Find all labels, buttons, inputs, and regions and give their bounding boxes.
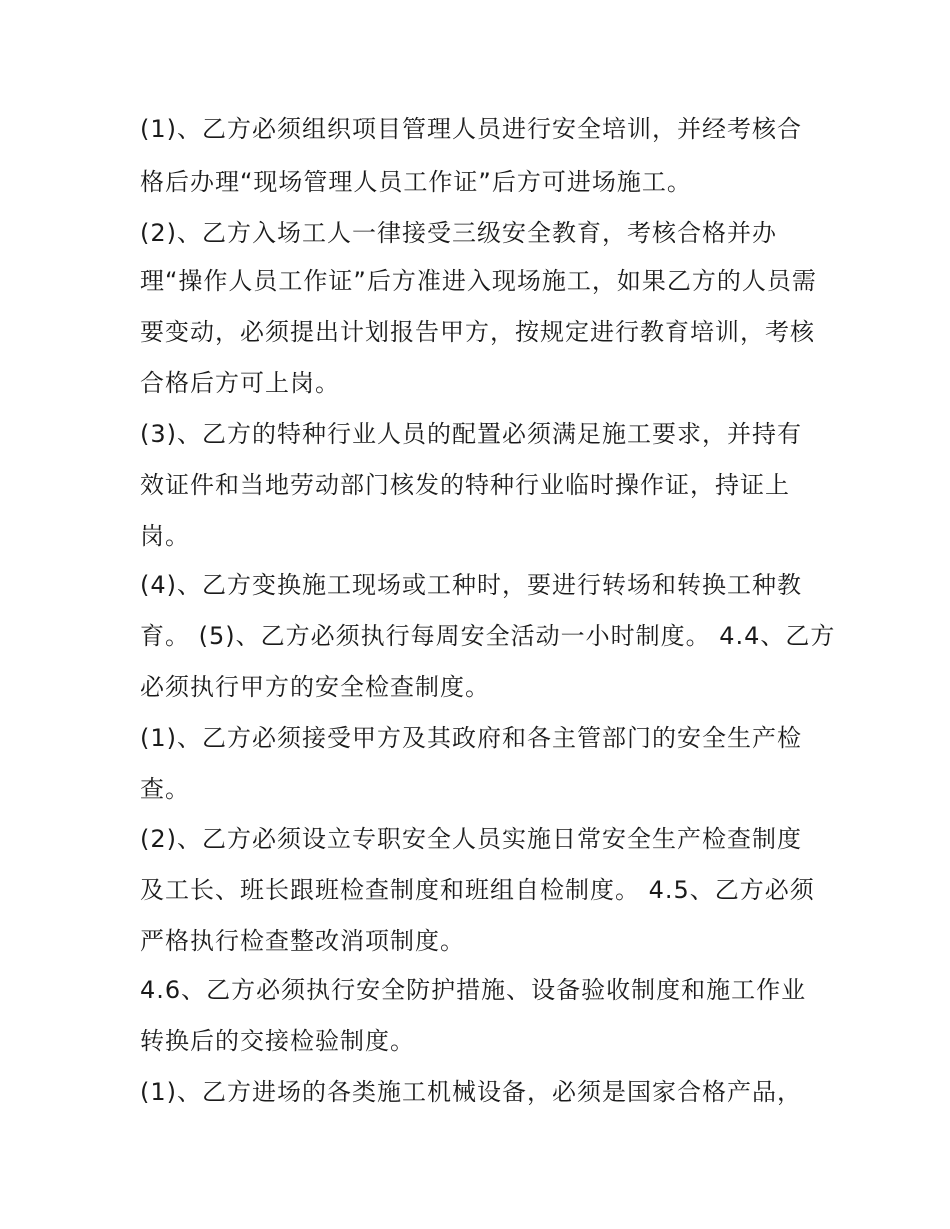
text-line: (1)、乙方必须接受甲方及其政府和各主管部门的安全生产检 xyxy=(140,724,802,752)
text-line: (2)、乙方入场工人一律接受三级安全教育，考核合格并办 xyxy=(140,219,777,247)
text-line: 育。 (5)、乙方必须执行每周安全活动一小时制度。 4.4、乙方 xyxy=(140,622,836,650)
text-line: 岗。 xyxy=(140,522,190,550)
text-line: 查。 xyxy=(140,775,190,803)
text-line: 及工长、班长跟班检查制度和班组自检制度。 4.5、乙方必须 xyxy=(140,876,815,904)
text-line: 格后办理“现场管理人员工作证”后方可进场施工。 xyxy=(140,168,692,196)
text-line: 4.6、乙方必须执行安全防护措施、设备验收制度和施工作业 xyxy=(140,976,807,1004)
text-line: (1)、乙方进场的各类施工机械设备，必须是国家合格产品， xyxy=(140,1078,802,1106)
text-line: 理“操作人员工作证”后方准进入现场施工，如果乙方的人员需 xyxy=(140,267,817,295)
text-line: (4)、乙方变换施工现场或工种时，要进行转场和转换工种教 xyxy=(140,571,802,599)
text-line: 严格执行检查整改消项制度。 xyxy=(140,927,465,955)
text-line: 要变动，必须提出计划报告甲方，按规定进行教育培训，考核 xyxy=(140,318,815,346)
text-line: 转换后的交接检验制度。 xyxy=(140,1027,415,1055)
text-line: 必须执行甲方的安全检查制度。 xyxy=(140,673,490,701)
text-line: 合格后方可上岗。 xyxy=(140,369,340,397)
text-line: (2)、乙方必须设立专职安全人员实施日常安全生产检查制度 xyxy=(140,825,802,853)
text-line: (1)、乙方必须组织项目管理人员进行安全培训，并经考核合 xyxy=(140,115,802,143)
text-line: (3)、乙方的特种行业人员的配置必须满足施工要求，并持有 xyxy=(140,420,802,448)
text-line: 效证件和当地劳动部门核发的特种行业临时操作证，持证上 xyxy=(140,471,790,499)
